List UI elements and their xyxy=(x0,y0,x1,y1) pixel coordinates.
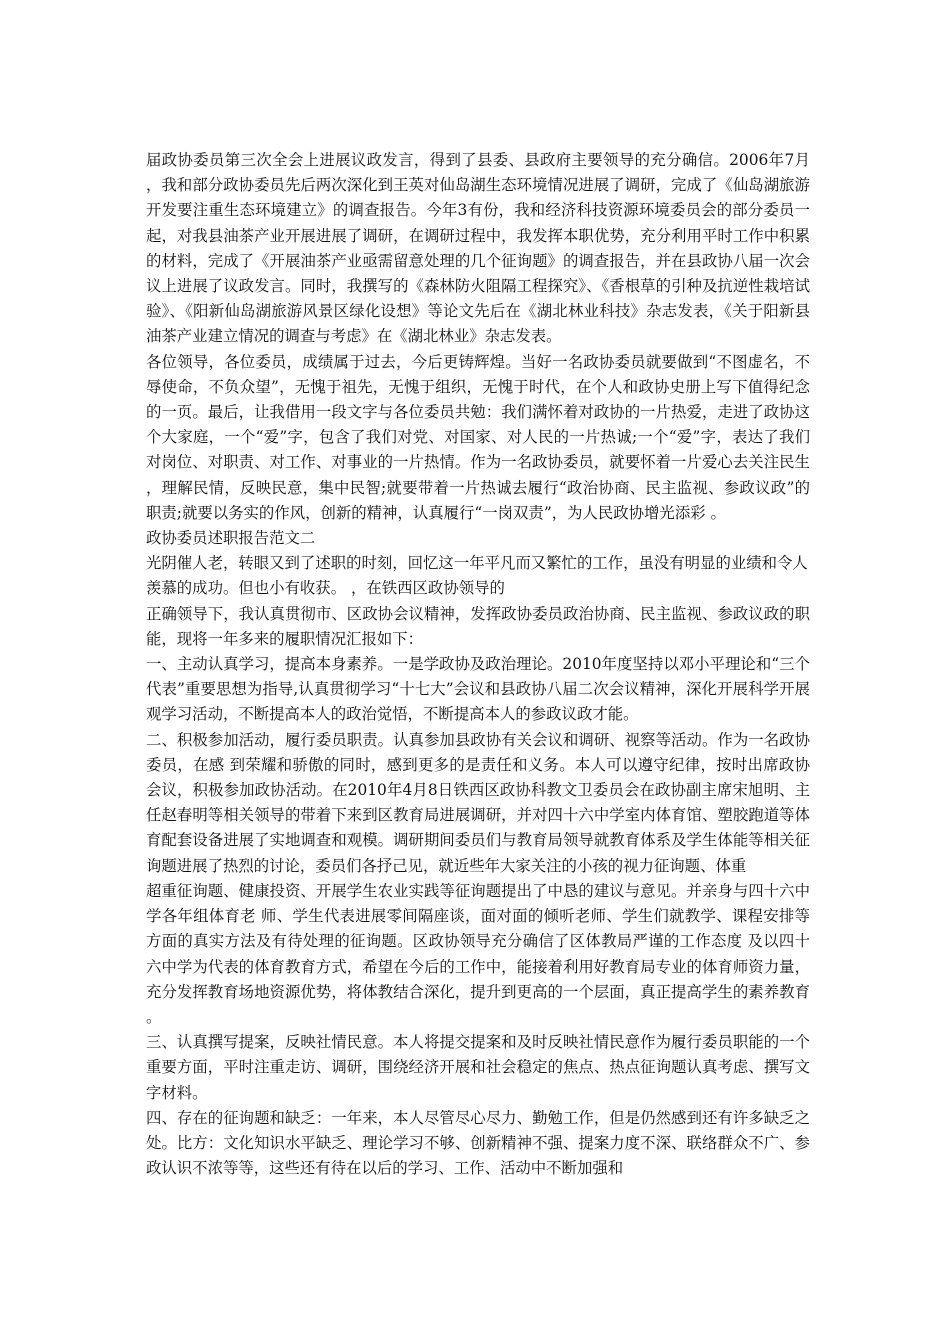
paragraph-intro: 光阴催人老，转眼又到了述职的时刻，回忆这一年平凡而又繁忙的工作，虽没有明显的业绩和令人羡慕的成功。但也小有收获。 ，在铁西区政协领导的 xyxy=(146,554,808,598)
document-body xyxy=(146,148,810,1181)
paragraph-closing-remarks: 各位领导，各位委员，成绩属于过去，今后更铸辉煌。当好一名政协委员就要做到“不图虚名，不辱使命，不负众望”，无愧于祖先，无愧于组织，无愧于时代，在个人和政协史册上写下值得纪念的一页。最后，让我借用一段文字与各位委员共勉：我们满怀着对政协的一片热爱，走进了政协这个大家庭，一个“爱”字，包含了我们对党、对国家、对人民的一片热诚;一个“爱”字，表达了我们对岗位、对职责、对工作、对事业的一片热情。作为一名政协委员，就要怀着一片爱心去关注民生，理解民情，反映民意，集中民智;就要带着一片热诚去履行“政治协商、民主监视、参政议政”的职责;就要以务实的作风，创新的精神，认真履行“一岗双责”，为人民政协增光添彩 。 xyxy=(146,352,810,522)
paragraph-shortcomings: 四、存在的征询题和缺乏：一年来，本人尽管尽心尽力、勤勉工作，但是仍然感到还有许多缺乏之处。比方：文化知识水平缺乏、理论学习不够、创新精神不强、提案力度不深、联络群众不广、参政认识不浓等等，这些还有待在以后的学习、工作、活动中不断加强和 xyxy=(146,1108,810,1178)
paragraph-study: 一、主动认真学习，提高本身素养。一是学政协及政治理论。2010年度坚持以邓小平理论和“三个代表”重要思想为指导,认真贯彻学习“十七大”会议和县政协八届二次会议精神，深化开展科学开展观学习活动，不断提高本人的政治觉悟，不断提高本人的参政议政才能。 xyxy=(146,655,810,724)
paragraph-activities-continued: 超重征询题、健康投资、开展学生农业实践等征询题提出了中恳的建议与意见。并亲身与四十六中学各年组体育老 师、学生代表进展零间隔座谈，面对面的倾听老师、学生们就教学、课程安排等方面的真实方法及有待处理的征询题。区政协领导充分确信了区体教局严谨的工作态度 及以四十六中学为代表的体育教育方式，希望在今后的工作中，能接着利用好教育局专业的体育师资力量，充分发挥教育场地资源优势，将体教结合深化，提升到更高的一个层面，真正提高学生的素养教育。 xyxy=(146,881,810,1026)
paragraph-activities: 二、积极参加活动，履行委员职责。认真参加县政协有关会议和调研、视察等活动。作为一名政协委员，在感 到荣耀和骄傲的同时，感到更多的是责任和义务。本人可以遵守纪律，按时出席政协会议，积极参加政协活动。在2010年4月8日铁西区政协科教文卫委员会在政协副主席宋旭明、主任赵春明等相关领导的带着下来到区教育局进展调研，并对四十六中学室内体育馆、塑胶跑道等体育配套设备进展了实地调查和观模。调研期间委员们与教育局领导就教育体系及学生体能等相关征询题进展了热烈的讨论，委员们各抒己见，就近些年大家关注的小孩的视力征询题、体重 xyxy=(146,730,810,875)
paragraph-research-report: 届政协委员第三次全会上进展议政发言，得到了县委、县政府主要领导的充分确信。2006年7月，我和部分政协委员先后两次深化到王英对仙岛湖生态环境情况进展了调研，完成了《仙岛湖旅游开发要注重生态环境建立》的调查报告。今年3有份，我和经济科技资源环境委员会的部分委员一起，对我县油茶产业开展进展了调研，在调研过程中，我发挥本职优势，充分利用平时工作中积累的材料，完成了《开展油茶产业亟需留意处理的几个征询题》的调查报告，并在县政协八届一次会议上进展了议政发言。同时，我撰写的《森林防火阻隔工程探究》、《香根草的引种及抗逆性栽培试验》、《阳新仙岛湖旅游风景区绿化设想》等论文先后在《湖北林业科技》杂志发表，《关于阳新县油茶产业建立情况的调查与考虑》在《湖北林业》杂志发表。 xyxy=(146,151,810,346)
section-heading: 政协委员述职报告范文二 xyxy=(146,529,316,548)
paragraph-proposals: 三、认真撰写提案，反映社情民意。本人将提交提案和及时反映社情民意作为履行委员职能的一个重要方面，平时注重走访、调研，围绕经济开展和社会稳定的焦点、热点征询题认真考虑、撰写文字材料。 xyxy=(146,1033,810,1102)
paragraph-intro-continued: 正确领导下，我认真贯彻市、区政协会议精神，发挥政协委员政治协商、民主监视、参政议政的职能，现将一年多来的履职情况汇报如下： xyxy=(146,604,810,648)
